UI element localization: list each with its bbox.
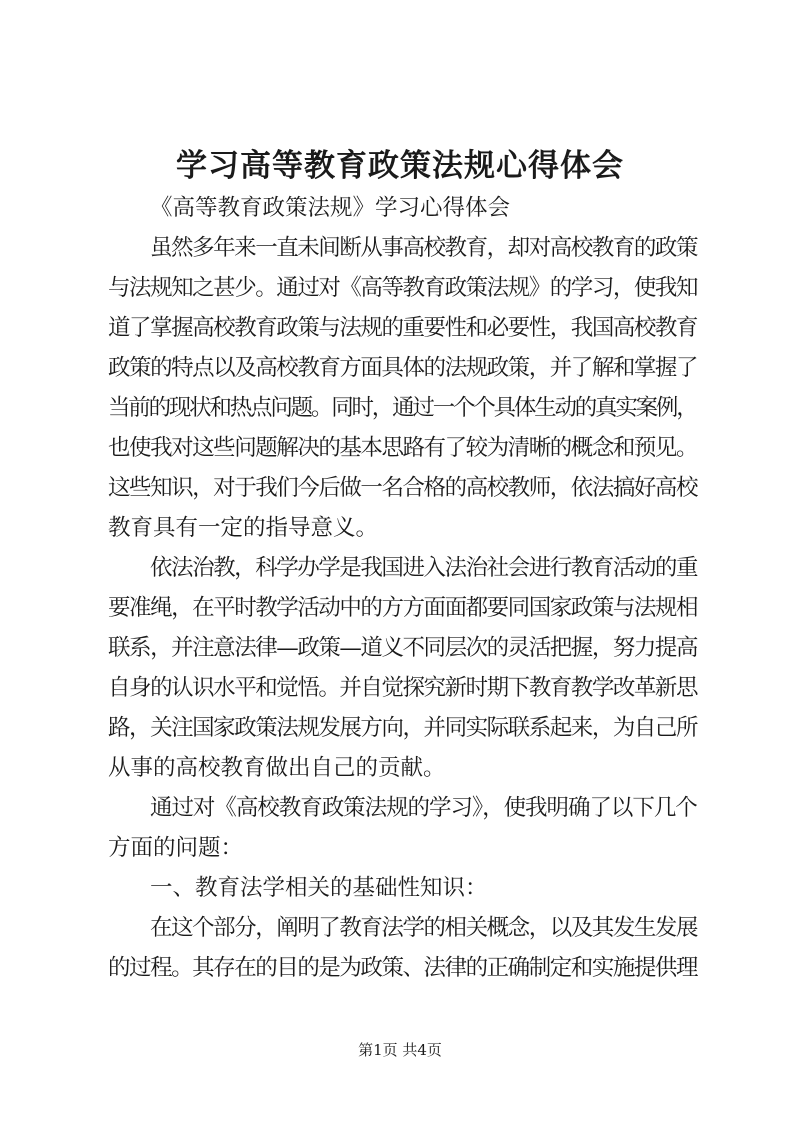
section-heading: 一、教育法学相关的基础性知识： <box>150 875 488 901</box>
paragraph-line: 在这个部分，阐明了教育法学的相关概念，以及其发生发展 <box>150 915 698 941</box>
subtitle-line: 《高等教育政策法规》学习心得体会 <box>150 195 511 221</box>
paragraph-line: 方面的问题： <box>108 835 244 861</box>
paragraph-line: 从事的高校教育做出自己的贡献。 <box>108 755 446 781</box>
paragraph-line: 的过程。其存在的目的是为政策、法律的正确制定和实施提供理 <box>108 955 698 981</box>
paragraph-line: 路，关注国家政策法规发展方向，并同实际联系起来，为自己所 <box>108 715 698 741</box>
paragraph-line: 政策的特点以及高校教育方面具体的法规政策，并了解和掌握了 <box>108 355 698 381</box>
paragraph-line: 与法规知之甚少。通过对《高等教育政策法规》的学习，使我知 <box>108 275 698 301</box>
paragraph-line: 当前的现状和热点问题。同时，通过一个个具体生动的真实案例， <box>108 395 697 421</box>
paragraph-line: 也使我对这些问题解决的基本思路有了较为清晰的概念和预见。 <box>108 435 698 461</box>
paragraph-line: 依法治教，科学办学是我国进入法治社会进行教育活动的重 <box>150 555 698 581</box>
paragraph-line: 要准绳，在平时教学活动中的方方面面都要同国家政策与法规相 <box>108 595 698 621</box>
paragraph-line: 联系，并注意法律—政策—道义不同层次的灵活把握，努力提高 <box>108 635 698 661</box>
paragraph-line: 教育具有一定的指导意义。 <box>108 515 379 541</box>
document-title: 学习高等教育政策法规心得体会 <box>176 148 624 184</box>
paragraph-line: 通过对《高校教育政策法规的学习》，使我明确了以下几个 <box>150 795 697 821</box>
paragraph-line: 这些知识，对于我们今后做一名合格的高校教师，依法搞好高校 <box>108 475 698 501</box>
paragraph-line: 自身的认识水平和觉悟。并自觉探究新时期下教育教学改革新思 <box>108 675 698 701</box>
paragraph-line: 道了掌握高校教育政策与法规的重要性和必要性，我国高校教育 <box>108 315 698 341</box>
paragraph-line: 虽然多年来一直未间断从事高校教育，却对高校教育的政策 <box>150 235 698 261</box>
page-number-footer: 第1页 共4页 <box>358 1041 442 1059</box>
